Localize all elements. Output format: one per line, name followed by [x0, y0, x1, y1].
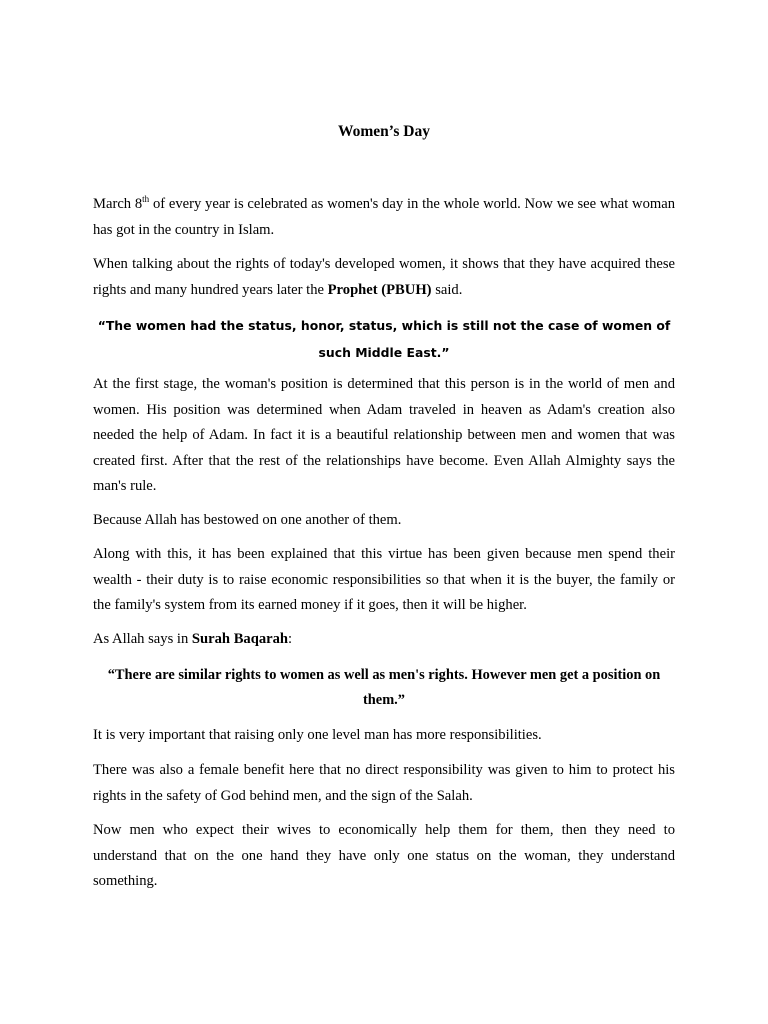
paragraph-bestowed: Because Allah has bestowed on one another of them. [93, 512, 402, 528]
surah-tail: : [288, 631, 293, 647]
paragraph-intro [93, 192, 675, 243]
paragraph-surah [93, 627, 675, 653]
surah-name: Surah Baqarah [191, 631, 289, 647]
paragraph-first-stage: At the first stage, the woman's position is determined that this person is in the world of men and women. His position was determined when Adam traveled in heaven as Adam's creation also needed the help of Adam. In fact it is a beautiful relationship between men and women that was created first. After that the rest of the relationships have become. Even Allah Almighty says the man's rule. [93, 376, 675, 494]
surah-text: As Allah says in [93, 631, 192, 647]
intro-text-rest: of every year is celebrated as women's day in the whole world. Now we see what woman has got in the country in Islam. [93, 196, 675, 238]
quote-status: “The women had the status, honor, status, which is still not the case of women of such Middle East.” [97, 318, 671, 360]
prophet-label: Prophet (PBUH) [327, 281, 432, 298]
paragraph-female-benefit: There was also a female benefit here that no direct responsibility was given to him to protect his rights in the safety of God behind men, and the sign of the Salah. [93, 762, 675, 804]
paragraph-responsibilities: It is very important that raising only one level man has more responsibilities. [93, 727, 542, 743]
document-title: Women’s Day [338, 123, 430, 140]
intro-text: March 8 [93, 196, 143, 212]
ordinal-suffix: th [142, 194, 150, 204]
quote-rights: “There are similar rights to women as well as men's rights. However men get a position on them.” [107, 667, 661, 708]
paragraph-men-expect: Now men who expect their wives to economically help them for them, then they need to understand that on the one hand they have only one status on the woman, they understand something. [93, 822, 675, 889]
paragraph-virtue: Along with this, it has been explained that this virtue has been given because men spend their wealth - their duty is to raise economic responsibilities so that when it is the buyer, the family or the family's system from its earned money if it goes, then it will be higher. [93, 546, 675, 613]
rights-text: When talking about the rights of today's developed women, it shows that they have acquired these rights and many hundred years later the [93, 256, 675, 298]
paragraph-rights [93, 252, 675, 303]
rights-text-tail: said. [431, 281, 463, 298]
